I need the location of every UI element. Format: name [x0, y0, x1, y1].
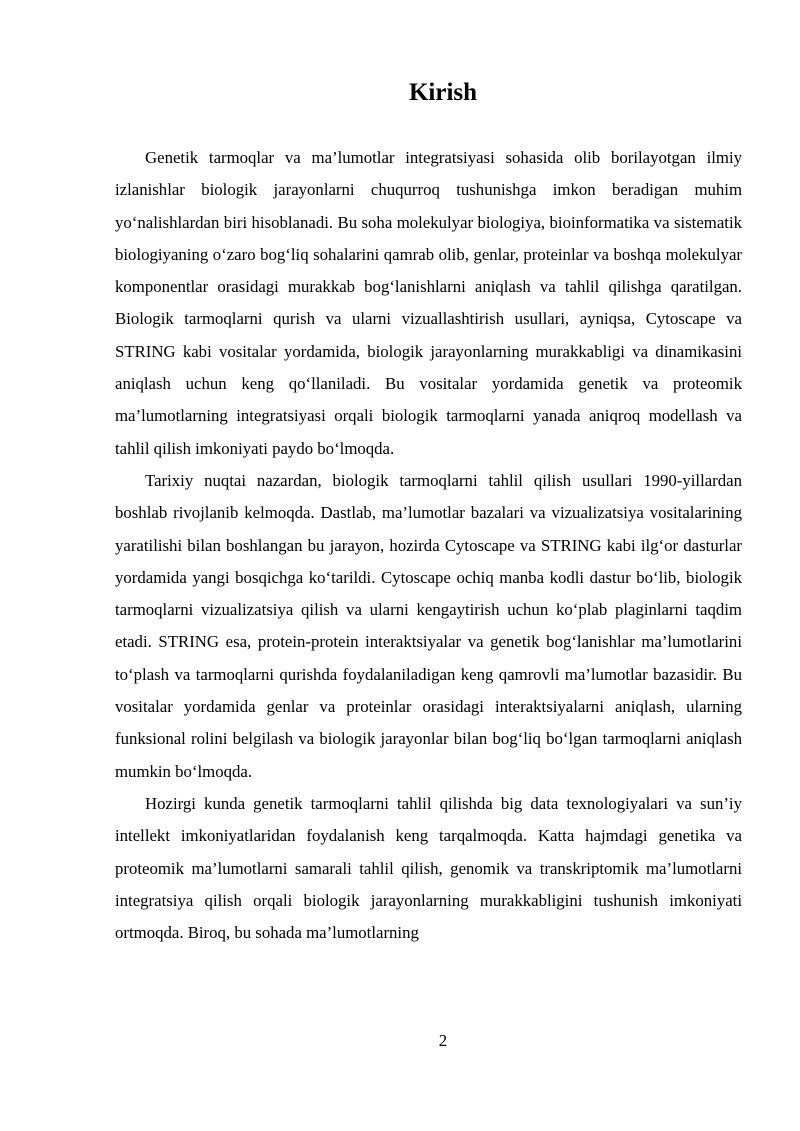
paragraph-1: Genetik tarmoqlar va ma’lumotlar integratsiyasi sohasida olib borilayotgan ilmiy izlanishlar biologik jarayonlarni chuqurroq tushunishga imkon beradigan muhim yo‘nalishlardan biri hisoblanadi. Bu soha molekulyar biologiya, bioinformatika va sistematik biologiyaning o‘zaro bog‘liq sohalarini qamrab olib, genlar, proteinlar va boshqa molekulyar komponentlar orasidagi murakkab bog‘lanishlarni aniqlash va tahlil qilishga qaratilgan. Biologik tarmoqlarni qurish va ularni vizuallashtirish usullari, ayniqsa, Cytoscape va STRING kabi vositalar yordamida, biologik jarayonlarning murakkabligi va dinamikasini aniqlash uchun keng qo‘llaniladi. Bu vositalar yordamida genetik va proteomik ma’lumotlarning integratsiyasi orqali biologik tarmoqlarni yanada aniqroq modellash va tahlil qilish imkoniyati paydo bo‘lmoqda. [115, 148, 742, 458]
page-title: Kirish [408, 79, 478, 106]
body-text [115, 142, 742, 949]
paragraph-2: Tarixiy nuqtai nazardan, biologik tarmoqlarni tahlil qilish usullari 1990-yillardan boshlab rivojlanib kelmoqda. Dastlab, ma’lumotlar bazalari va vizualizatsiya vositalarining yaratilishi bilan boshlangan bu jarayon, hozirda Cytoscape va STRING kabi ilg‘or dasturlar yordamida yangi bosqichga ko‘tarildi. Cytoscape ochiq manba kodli dastur bo‘lib, biologik tarmoqlarni vizualizatsiya qilish va ularni kengaytirish uchun ko‘plab plaginlarni taqdim etadi. STRING esa, protein-protein interaktsiyalar va genetik bog‘lanishlar ma’lumotlarini to‘plash va tarmoqlarni qurishda foydalaniladigan keng qamrovli ma’lumotlar bazasidir. Bu vositalar yordamida genlar va proteinlar orasidagi interaktsiyalarni aniqlash, ularning funksional rolini belgilash va biologik jarayonlar bilan bog‘liq bo‘lgan tarmoqlarni aniqlash mumkin bo‘lmoqda. [115, 470, 742, 781]
page-number: 2 [438, 1031, 448, 1050]
paragraph-3: Hozirgi kunda genetik tarmoqlarni tahlil qilishda big data texnologiyalari va sun’iy intellekt imkoniyatlaridan foydalanish keng tarqalmoqda. Katta hajmdagi genetika va proteomik ma’lumotlarni samarali tahlil qilish, genomik va transkriptomik ma’lumotlarni integratsiya qilish orqali biologik jarayonlarning murakkabligini tushunish imkoniyati ortmoqda. Biroq, bu sohada ma’lumotlarning [115, 793, 742, 943]
